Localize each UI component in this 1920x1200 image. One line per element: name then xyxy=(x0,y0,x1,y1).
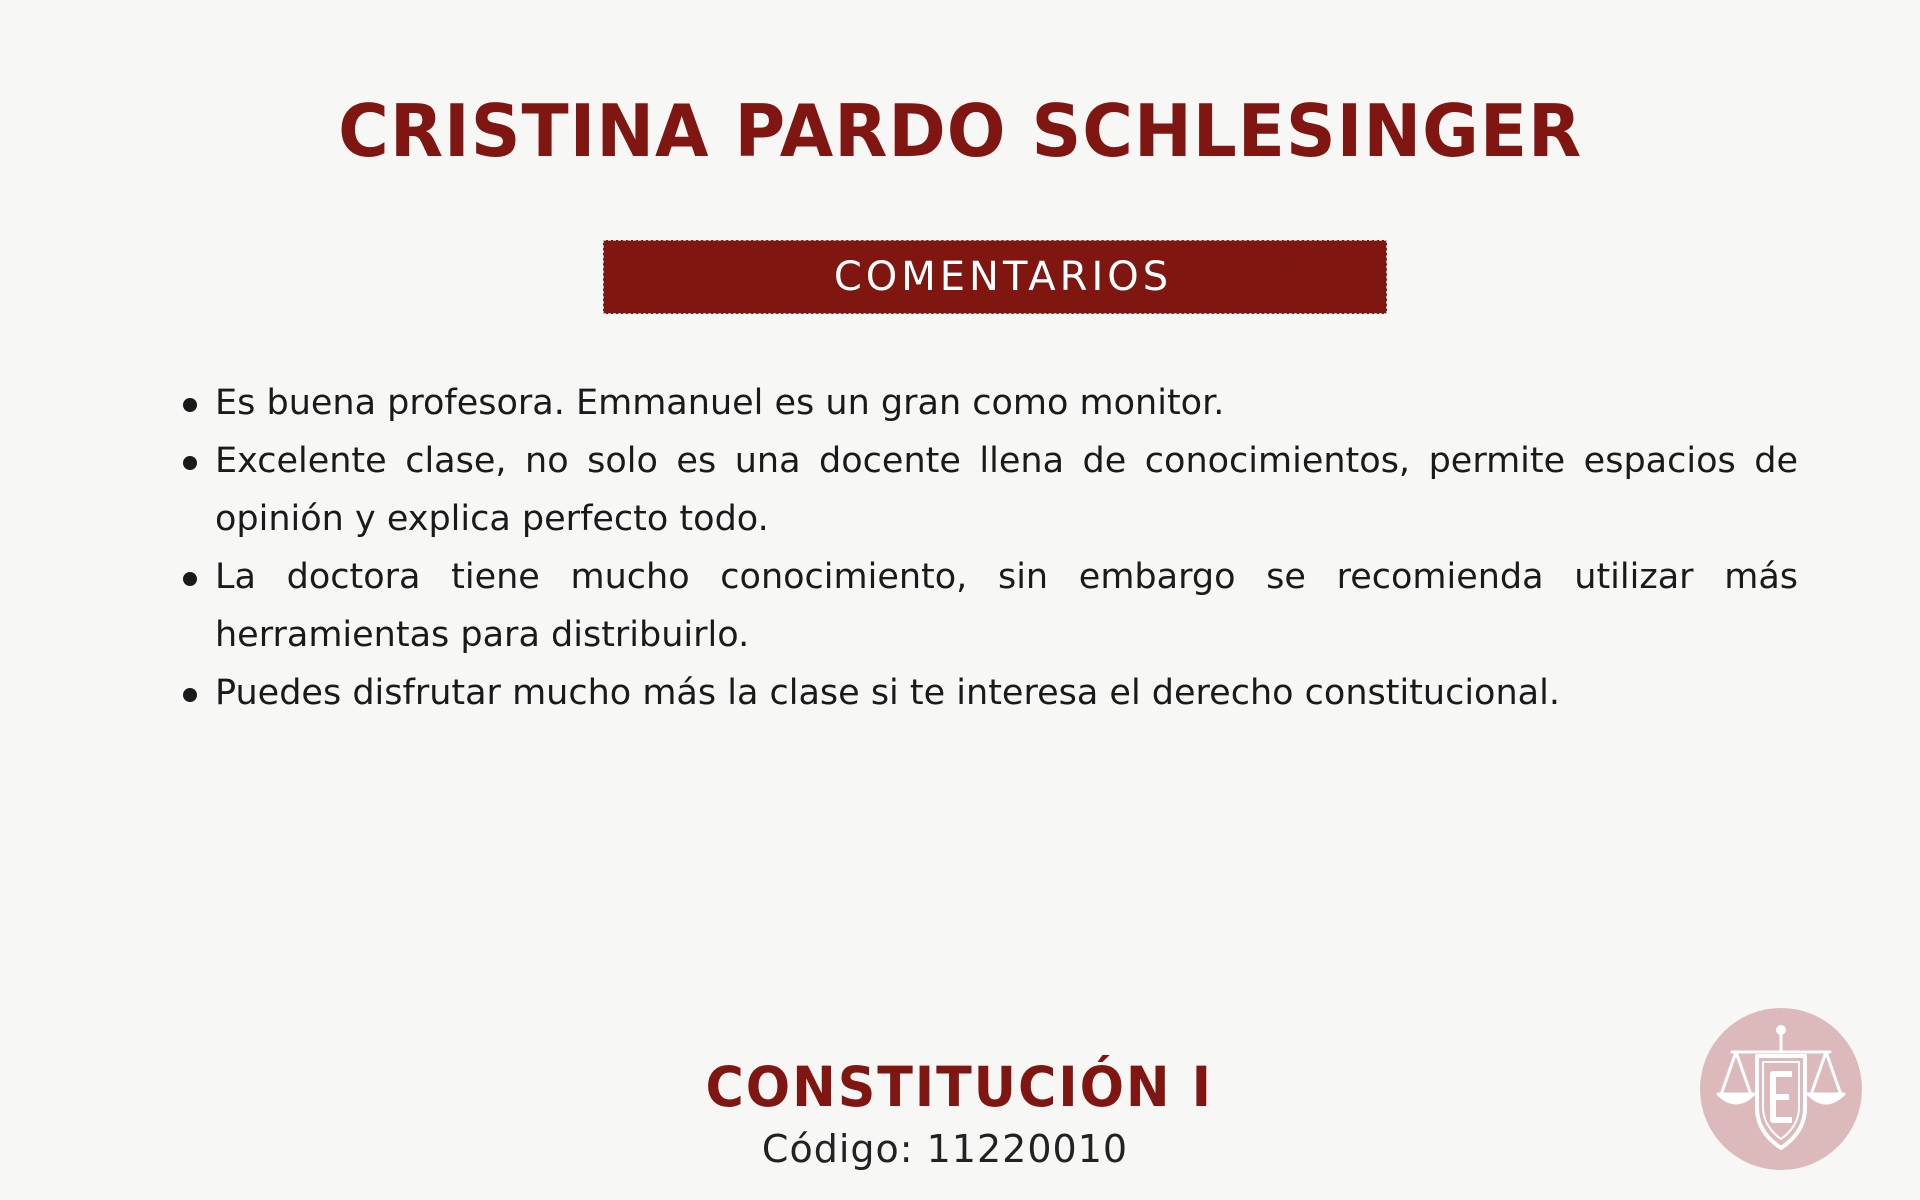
bullet-icon xyxy=(183,456,197,470)
comment-text: Puedes disfrutar mucho más la clase si te interesa el derecho constitucional. xyxy=(215,673,1560,713)
comment-text: Es buena profesora. Emmanuel es un gran como monitor. xyxy=(215,383,1225,423)
scales-of-justice-seal-icon xyxy=(1700,1008,1862,1170)
comment-text: La doctora tiene mucho conocimiento, sin embargo se recomienda utilizar más herramientas para distribuirlo. xyxy=(215,557,1798,655)
bullet-icon xyxy=(183,398,197,412)
comment-item xyxy=(180,432,1798,548)
course-code: Código: 11220010 xyxy=(761,1127,1129,1171)
bullet-icon xyxy=(183,572,197,586)
comment-item xyxy=(180,664,1798,722)
comments-banner xyxy=(603,240,1387,314)
comment-item xyxy=(180,548,1798,664)
course-title: CONSTITUCIÓN I xyxy=(705,1055,1213,1119)
page-title: CRISTINA PARDO SCHLESINGER xyxy=(338,89,1583,173)
bullet-icon xyxy=(183,688,197,702)
comments-list xyxy=(180,374,1798,722)
comment-text: Excelente clase, no solo es una docente llena de conocimientos, permite espacios de opinión y explica perfecto todo. xyxy=(215,441,1798,539)
comments-banner-label: COMENTARIOS xyxy=(833,254,1173,300)
comment-item xyxy=(180,374,1798,432)
